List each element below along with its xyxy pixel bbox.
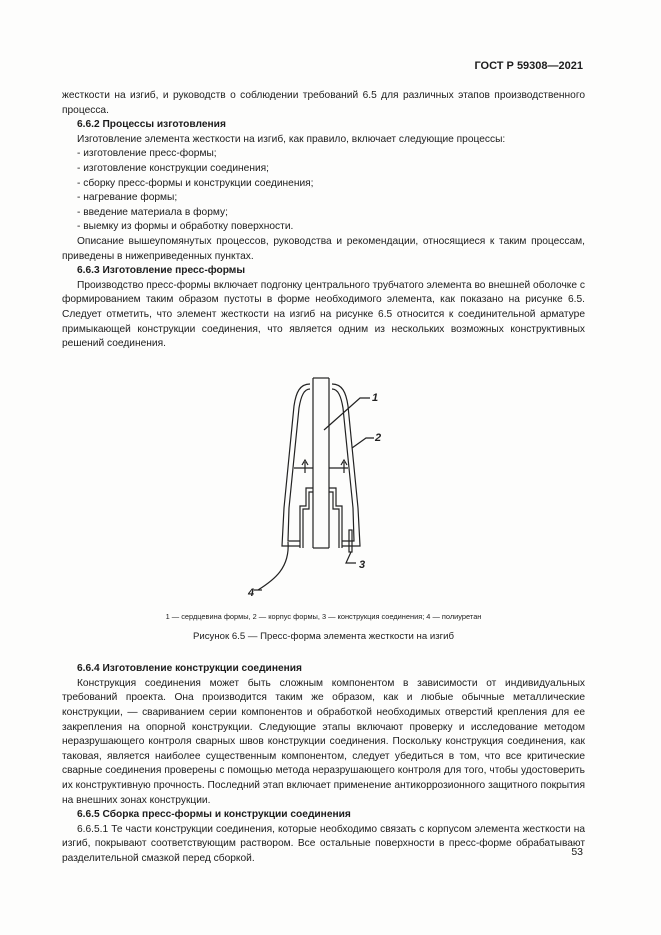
document-body <box>62 89 585 867</box>
label-3: 3 <box>359 558 366 571</box>
press-form-diagram <box>62 358 585 608</box>
figure-caption: Рисунок 6.5 — Пресс-форма элемента жесткости на изгиб <box>193 630 454 642</box>
list-item: - введение материала в форму; <box>77 206 228 218</box>
figure-6-5-drawing <box>62 358 585 608</box>
shell-inner-left <box>288 389 310 541</box>
paragraph-6-6-3: Производство пресс-формы включает подгонку центрального трубчатого элемента во внешней оболочке с формированием таким образом пустоты в форме необходимого элемента, как показано на рисунке 6.5. Следует отметить, что элемент жесткости на изгиб на рисунке 6.5 относится к соединительной арматуре примыкающей конструкции соединения, что является одним из нескольких возможных конструктивных решений соединения. <box>62 279 585 350</box>
heading-6-6-3: 6.6.3 Изготовление пресс-формы <box>77 265 246 277</box>
label-2: 2 <box>375 431 382 444</box>
heading-6-6-2: 6.6.2 Процессы изготовления <box>77 119 226 131</box>
heading-6-6-4: 6.6.4 Изготовление конструкции соединения <box>77 663 303 675</box>
intro-paragraph: жесткости на изгиб, и руководств о соблюдении требований 6.5 для различных этапов производственного процесса. <box>62 90 585 116</box>
hose-4 <box>258 542 288 590</box>
list-item: - изготовление пресс-формы; <box>77 148 217 160</box>
page-header: ГОСТ Р 59308—2021 <box>474 60 583 72</box>
leader-3 <box>346 552 356 563</box>
label-1: 1 <box>372 391 379 404</box>
paragraph-6-6-2-closing: Описание вышеупомянутых процессов, руководства и рекомендации, относящиеся к таким процессам, приведены в нижеприведенных пунктах. <box>62 235 585 262</box>
connection-left-inner <box>303 492 313 548</box>
list-item: - выемку из формы и обработку поверхности. <box>77 221 294 233</box>
figure-legend: 1 — сердцевина формы, 2 — корпус формы, 3 — конструкция соединения; 4 — полиуретан <box>165 611 482 621</box>
shell-outer-right <box>332 384 360 546</box>
page-number: 53 <box>571 846 583 858</box>
leader-2 <box>352 438 374 448</box>
label-4: 4 <box>248 586 255 599</box>
list-item: - изготовление конструкции соединения; <box>77 162 270 174</box>
paragraph-6-6-5-1: 6.6.5.1 Те части конструкции соединения, которые необходимо связать с корпусом элемента жесткости на изгиб, покрывают соответствующим раствором. Все остальные поверхности в пресс-форме обрабатывают разделительной смазкой перед сборкой. <box>62 823 585 864</box>
paragraph-6-6-4: Конструкция соединения может быть сложным компонентом в зависимости от индивидуальных требований проекта. Она производится таким же образом, как и любые обычные металлические конструкции, — свариванием серии компонентов и обработкой необходимых отверстий крепления для ее закрепления на опорной конструкции. Следующие этапы включают проверку и исследование методом неразрушающего контроля сварных швов конструкции соединения. Поскольку конструкция соединения, как таковая, является наиболее существенным компонентом, следует убедиться в том, что все критические сварные соединения проверены с помощью метода неразрушающего контроля для того, чтобы удостоверить их конструктивную прочность. Последний этап включает применение антикоррозионного защитного покрытия на внешних зонах конструкции. <box>62 677 585 806</box>
connection-right-inner <box>329 492 339 548</box>
connection-left-outer <box>300 488 313 548</box>
list-item: - сборку пресс-формы и конструкции соединения; <box>77 177 314 189</box>
paragraph-6-6-2-lead: Изготовление элемента жесткости на изгиб, как правило, включает следующие процессы: <box>77 133 506 145</box>
list-item: - нагревание формы; <box>77 192 178 204</box>
heading-6-6-5: 6.6.5 Сборка пресс-формы и конструкции соединения <box>77 809 351 821</box>
shell-inner-right <box>332 389 354 541</box>
connection-right-outer <box>329 488 342 548</box>
shell-outer-left <box>282 384 310 546</box>
